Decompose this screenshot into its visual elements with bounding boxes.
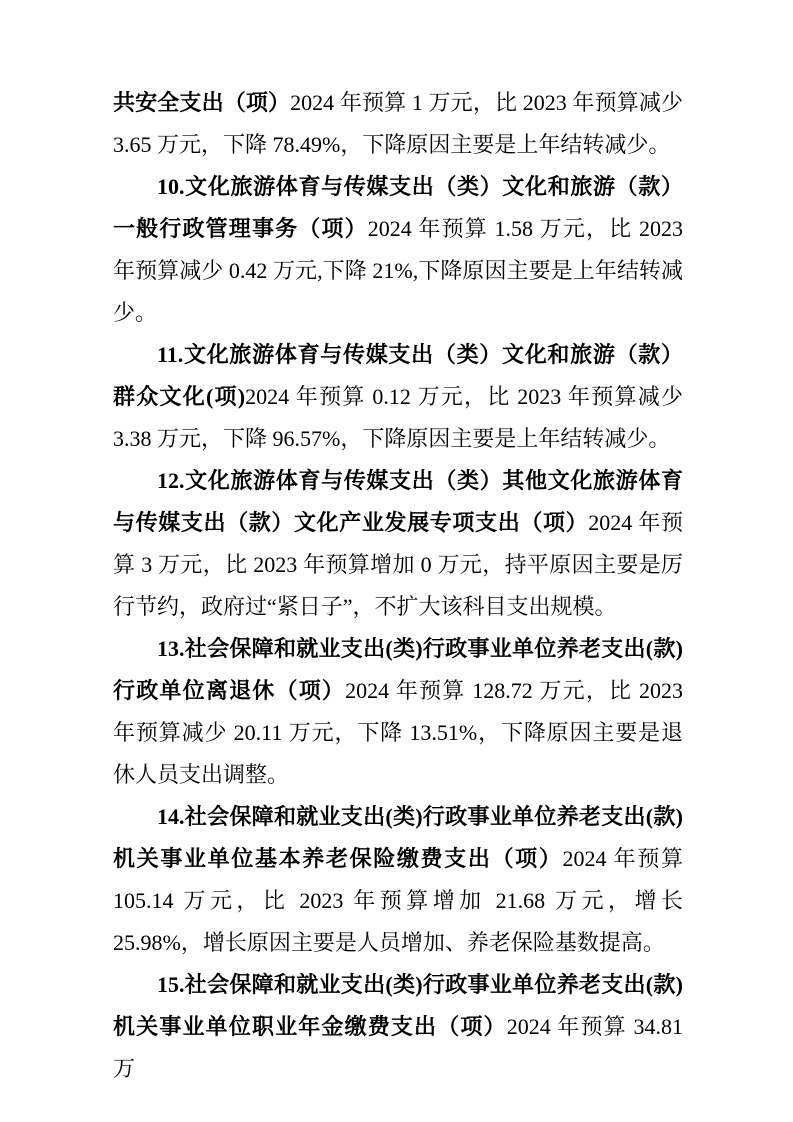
paragraph-heading: 12.文化旅游体育与传媒支出（类）其他文化旅游体育与传媒支出（款）文化产业发展专项支出（项） — [113, 468, 683, 535]
paragraph-heading: 14.社会保障和就业支出(类)行政事业单位养老支出(款)机关事业单位基本养老保险缴费支出（项） — [113, 804, 683, 871]
paragraph-15 — [113, 964, 683, 1090]
paragraph-text: 2024 年预算 0.12 万元，比 2023 年预算减少 3.38 万元，下降 96.57%，下降原因主要是上年结转减少。 — [113, 384, 683, 451]
paragraph-text: 2024 年预算 105.14 万元，比 2023 年预算增加 21.68 万元，增长 25.98%，增长原因主要是人员增加、养老保险基数提高。 — [113, 846, 683, 955]
paragraph-heading: 10.文化旅游体育与传媒支出（类）文化和旅游（款）一般行政管理事务（项） — [113, 174, 683, 241]
paragraph-text: 2024 年预算 3 万元，比 2023 年预算增加 0 万元，持平原因主要是厉行节约，政府过“紧日子”，不扩大该科目支出规模。 — [113, 510, 683, 619]
paragraph-text: 2024 年预算 1 万元，比 2023 年预算减少 3.65 万元，下降 78.49%，下降原因主要是上年结转减少。 — [113, 90, 683, 157]
paragraph-heading: 15.社会保障和就业支出(类)行政事业单位养老支出(款)机关事业单位职业年金缴费支出（项） — [113, 972, 683, 1039]
paragraph-heading: 11.文化旅游体育与传媒支出（类）文化和旅游（款）群众文化(项) — [113, 342, 683, 409]
paragraph-10 — [113, 166, 683, 334]
paragraph-11 — [113, 334, 683, 460]
paragraph-text: 2024 年预算 1.58 万元，比 2023 年预算减少 0.42 万元,下降 21%,下降原因主要是上年结转减少。 — [113, 216, 683, 325]
paragraph-public-security-continuation — [113, 82, 683, 166]
paragraph-text: 2024 年预算 34.81 万 — [113, 1014, 683, 1081]
document-body — [113, 82, 683, 1090]
paragraph-text: 2024 年预算 128.72 万元，比 2023 年预算减少 20.11 万元，下降 13.51%，下降原因主要是退休人员支出调整。 — [113, 678, 683, 787]
paragraph-14 — [113, 796, 683, 964]
paragraph-12 — [113, 460, 683, 628]
paragraph-13 — [113, 628, 683, 796]
paragraph-heading: 共安全支出（项） — [113, 90, 291, 115]
paragraph-heading: 13.社会保障和就业支出(类)行政事业单位养老支出(款)行政单位离退休（项） — [113, 636, 683, 703]
